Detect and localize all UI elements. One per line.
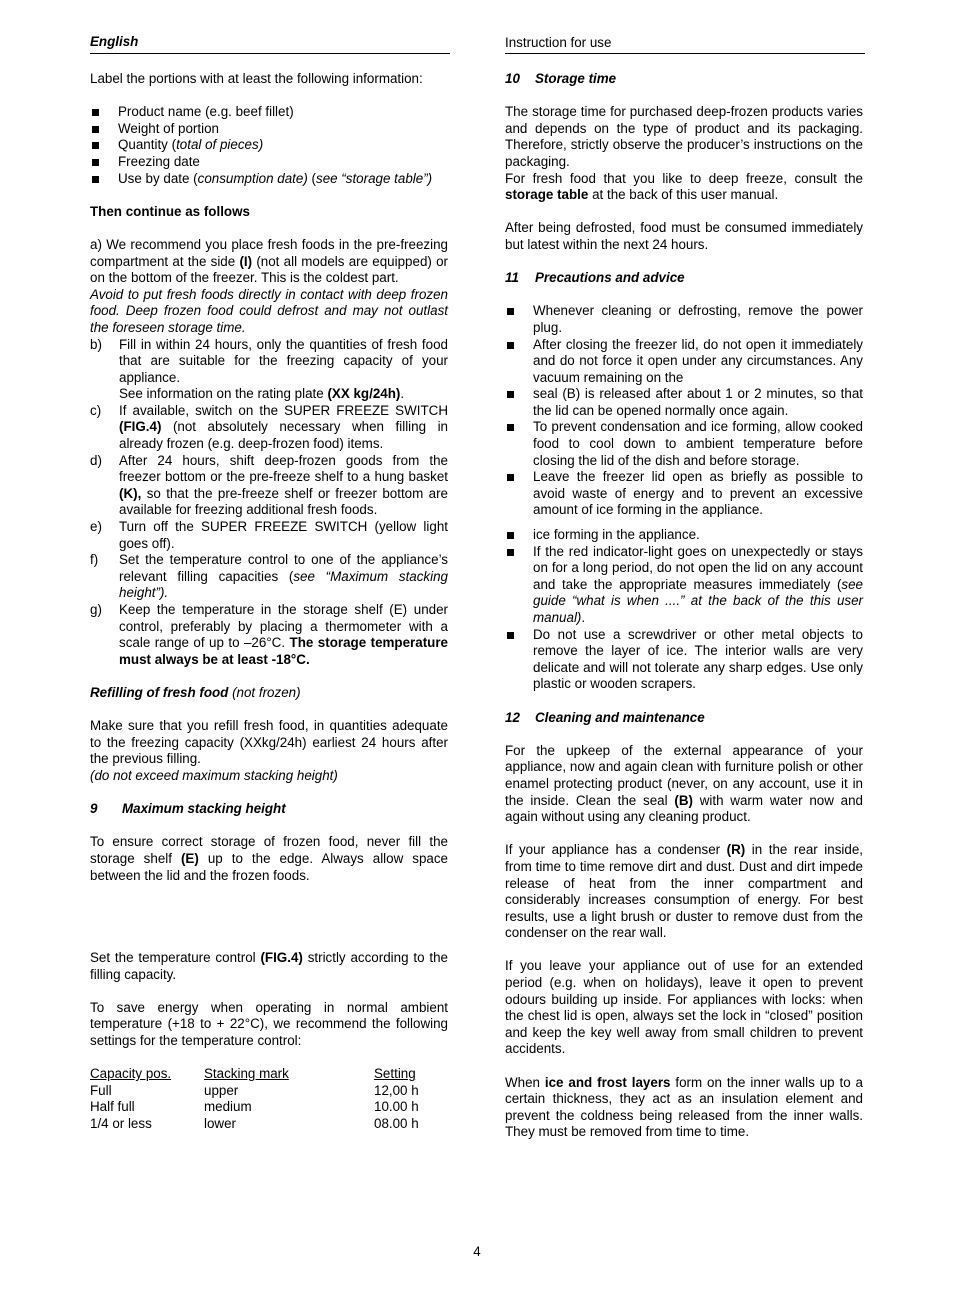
list-item: Use by date (consumption date) (see “storage table”) (90, 171, 448, 188)
list-item: Whenever cleaning or defrosting, remove the power plug. (505, 303, 863, 336)
list-item: If the red indicator-light goes on unexpectedly or stays on for a long period, do not open the lid on any account and take the appropriate measures immediately (see guide “what is when ....” at the back of the this user manual). (505, 544, 863, 627)
list-item: Freezing date (90, 154, 448, 171)
list-item: d) After 24 hours, shift deep-frozen goods from the freezer bottom or the pre-freeze shelf to a hung basket (K), so that the pre-freeze shelf or freezer bottom are available for freezing additional fresh foods. (90, 452, 448, 518)
list-item: Weight of portion (90, 121, 448, 138)
list-item: To prevent condensation and ice forming, allow cooked food to cool down to ambient temperature before closing the lid of the dish and before storage. (505, 419, 863, 469)
header-language: English (90, 34, 450, 54)
right-column (505, 71, 863, 1141)
table-header-capacity: Capacity pos. (90, 1066, 172, 1082)
list-item: Product name (e.g. beef fillet) (90, 104, 448, 121)
continue-heading: Then continue as follows (90, 203, 250, 219)
settings-table (90, 1066, 430, 1132)
ice-layers-text: When ice and frost layers form on the inner walls up to a certain thickness, they act as an insulation element and prevent the coldness being released from the inner walls. They must be removed from time to time. (505, 1074, 864, 1140)
advice-list-continued (505, 527, 863, 693)
left-column (90, 71, 448, 1133)
label-intro: Label the portions with at least the following information: (90, 71, 423, 86)
condenser-text: If your appliance has a condenser (R) in the rear inside, from time to time remove dirt and dust. Dust and dirt impede release of heat from the inner compartment and considerably increases consumption of energy. For best results, use a light brush or duster to remove dust from the condenser on the rear wall. (505, 842, 863, 941)
refill-note: (do not exceed maximum stacking height) (90, 767, 338, 783)
table-header-setting: Setting (374, 1066, 416, 1082)
storage-text: The storage time for purchased deep-frozen products varies and depends on the type of product and its packaging. Therefore, strictly observe the producer’s instructions on the packaging. (505, 104, 863, 169)
table-header-row (90, 1066, 430, 1083)
header-title: Instruction for use (505, 35, 865, 54)
section-10-heading: 10 Storage time (505, 71, 617, 86)
section-11-heading: 11 Precautions and advice (505, 270, 685, 286)
advice-list (505, 303, 863, 519)
list-item: f) Set the temperature control to one of the appliance’s relevant filling capacities (see “Maximum stacking height”). (90, 552, 448, 601)
list-item: c) If available, switch on the SUPER FREEZE SWITCH (FIG.4) (not absolutely necessary when filling in already frozen (e.g. deep-frozen food) items. (90, 402, 448, 452)
list-item: Do not use a screwdriver or other metal objects to remove the layer of ice. The interior walls are very delicate and will not tolerate any sharp edges. Use only plastic or wooden scrapers. (505, 627, 863, 693)
table-header-stacking: Stacking mark (204, 1066, 289, 1082)
list-item: g) Keep the temperature in the storage shelf (E) under control, preferably by placing a thermometer with a scale range of up to –26°C. The storage temperature must always be at least -18°C. (90, 602, 449, 667)
list-item: b) Fill in within 24 hours, only the quantities of fresh food that are suitable for the freezing capacity of your appliance. See information on the rating plate (XX kg/24h). (90, 336, 448, 402)
avoid-note: Avoid to put fresh foods directly in contact with deep frozen food. Deep frozen food could defrost and may not outlast the foreseen storage time. (90, 286, 448, 335)
section-9-heading: 9 Maximum stacking height (90, 801, 286, 817)
defrost-text: After being defrosted, food must be consumed immediately but latest within the next 24 hours. (505, 220, 863, 252)
holiday-text: If you leave your appliance out of use for an extended period (e.g. when on holidays), leave it open to prevent odours building up inside. For appliances with locks: when the chest lid is open, always set the lock in “closed” position and keep the key well away from small children to prevent accidents. (505, 958, 863, 1057)
storage-table-text: For fresh food that you like to deep freeze, consult the storage table at the back of this user manual. (505, 170, 863, 203)
list-item: e) Turn off the SUPER FREEZE SWITCH (yellow light goes off). (90, 519, 448, 551)
list-item: Leave the freezer lid open as briefly as possible to avoid waste of energy and to prevent an excessive amount of ice forming in the appliance. (505, 469, 863, 519)
table-row: Full upper 12,00 h (90, 1082, 419, 1098)
section-9-text: To ensure correct storage of frozen food, never fill the storage shelf (E) up to the edge. Always allow space between the lid and the frozen foods. (90, 834, 448, 883)
energy-text: To save energy when operating in normal ambient temperature (+18 to + 22°C), we recommend the following settings for the temperature control: (90, 999, 448, 1049)
list-item: ice forming in the appliance. (505, 527, 863, 544)
set-control-text: Set the temperature control (FIG.4) strictly according to the filling capacity. (90, 950, 448, 982)
list-item: Quantity (total of pieces) (90, 137, 448, 154)
table-row: Half full medium 10.00 h (90, 1099, 419, 1115)
page-number: 4 (473, 1244, 481, 1259)
list-item: After closing the freezer lid, do not open it immediately and do not force it open under any circumstances. Any vacuum remaining on the (505, 337, 863, 387)
refill-text: Make sure that you refill fresh food, in quantities adequate to the freezing capacity (XXkg/24h) earliest 24 hours after the previous filling. (90, 718, 448, 767)
table-row: 1/4 or less lower 08.00 h (90, 1116, 419, 1132)
label-list (90, 104, 448, 187)
steps-list (90, 337, 448, 669)
cleaning-text: For the upkeep of the external appearance of your appliance, now and again clean with furniture polish or other enamel protecting product (never, on any account, use it in the inside. Clean the seal (B) with warm water now and again without using any cleaning product. (505, 742, 864, 825)
step-a: a) We recommend you place fresh foods in the pre-freezing compartment at the side (I) (not all models are equipped) or on the bottom of the freezer. This is the coldest part. (90, 236, 448, 286)
list-item: seal (B) is released after about 1 or 2 minutes, so that the lid can be opened normally once again. (505, 386, 863, 419)
refill-heading: Refilling of fresh food (not frozen) (90, 684, 301, 700)
section-12-heading: 12 Cleaning and maintenance (505, 709, 705, 725)
